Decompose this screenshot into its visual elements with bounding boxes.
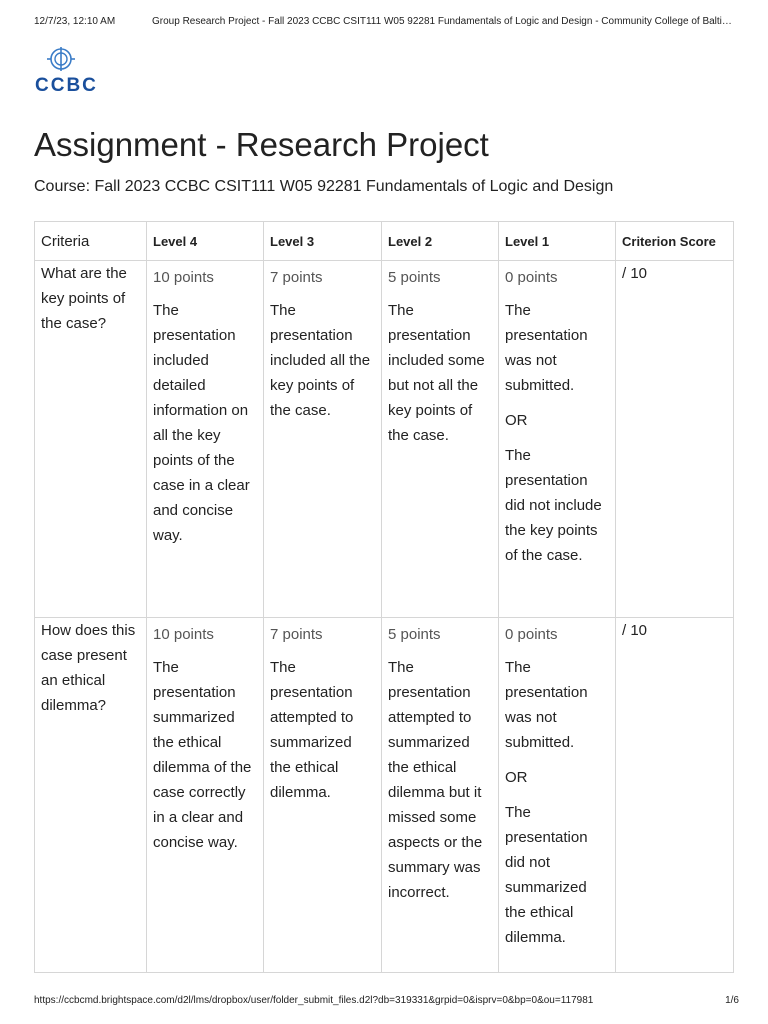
criterion-text: How does this case present an ethical dilemma?	[41, 622, 136, 714]
level-points: 5 points	[388, 626, 441, 643]
level-cell	[147, 618, 264, 973]
level-description: The presentation included all the key points of the case.	[270, 302, 371, 419]
print-title: Group Research Project - Fall 2023 CCBC CSIT111 W05 92281 Fundamentals of Logic and Design - Community College of Balti…	[152, 16, 732, 27]
level-description: The presentation was not submitted.	[505, 302, 588, 394]
level-points: 5 points	[388, 269, 441, 286]
criterion-score: / 10	[622, 265, 648, 282]
level-cell	[499, 261, 616, 618]
header-level-1: Level 1	[499, 222, 616, 261]
level-cell	[382, 261, 499, 618]
level-cell	[264, 261, 382, 618]
page-number: 1/6	[725, 995, 739, 1006]
level-points: 7 points	[270, 626, 323, 643]
criterion-cell	[35, 618, 147, 973]
header-level-4: Level 4	[147, 222, 264, 261]
page-url[interactable]: https://ccbcmd.brightspace.com/d2l/lms/dropbox/user/folder_submit_files.d2l?db=319331&grpid=0&isprv=0&bp=0&ou=117981	[34, 995, 594, 1006]
criterion-cell	[35, 261, 147, 618]
criterion-score-cell	[616, 261, 734, 618]
rubric-header-row	[35, 222, 734, 261]
level-description: The presentation attempted to summarized the ethical dilemma but it missed some aspects or the summary was incorrect.	[388, 659, 483, 901]
level-description: The presentation was not submitted.	[505, 659, 588, 751]
level-cell	[147, 261, 264, 618]
level-points: 7 points	[270, 269, 323, 286]
table-row	[35, 618, 734, 973]
criterion-text: What are the key points of the case?	[41, 265, 127, 332]
level-description-or: OR	[505, 769, 528, 786]
level-description: The presentation included some but not all the key points of the case.	[388, 302, 485, 444]
level-points: 0 points	[505, 626, 558, 643]
level-description: The presentation summarized the ethical dilemma of the case correctly in a clear and concise way.	[153, 659, 252, 851]
criterion-score-cell	[616, 618, 734, 973]
table-row	[35, 261, 734, 618]
level-description: The presentation included detailed information on all the key points of the case in a clear and concise way.	[153, 302, 250, 544]
course-name: Course: Fall 2023 CCBC CSIT111 W05 92281 Fundamentals of Logic and Design	[34, 178, 614, 195]
level-description: The presentation attempted to summarized the ethical dilemma.	[270, 659, 354, 801]
print-date: 12/7/23, 12:10 AM	[34, 16, 116, 27]
page-title: Assignment - Research Project	[34, 126, 489, 163]
logo-text: CCBC	[35, 75, 98, 96]
level-cell	[382, 618, 499, 973]
header-level-3: Level 3	[264, 222, 382, 261]
header-criteria: Criteria	[35, 222, 147, 261]
level-cell	[499, 618, 616, 973]
level-description-or: OR	[505, 412, 528, 429]
header-criterion-score: Criterion Score	[616, 222, 734, 261]
level-points: 0 points	[505, 269, 558, 286]
criterion-score: / 10	[622, 622, 648, 639]
level-points: 10 points	[153, 626, 214, 643]
header-level-2: Level 2	[382, 222, 499, 261]
level-cell	[264, 618, 382, 973]
level-description: The presentation did not summarized the ethical dilemma.	[505, 804, 588, 946]
level-description: The presentation did not include the key points of the case.	[505, 447, 602, 564]
print-footer	[34, 995, 739, 1006]
rubric-table	[34, 221, 734, 973]
level-points: 10 points	[153, 269, 214, 286]
